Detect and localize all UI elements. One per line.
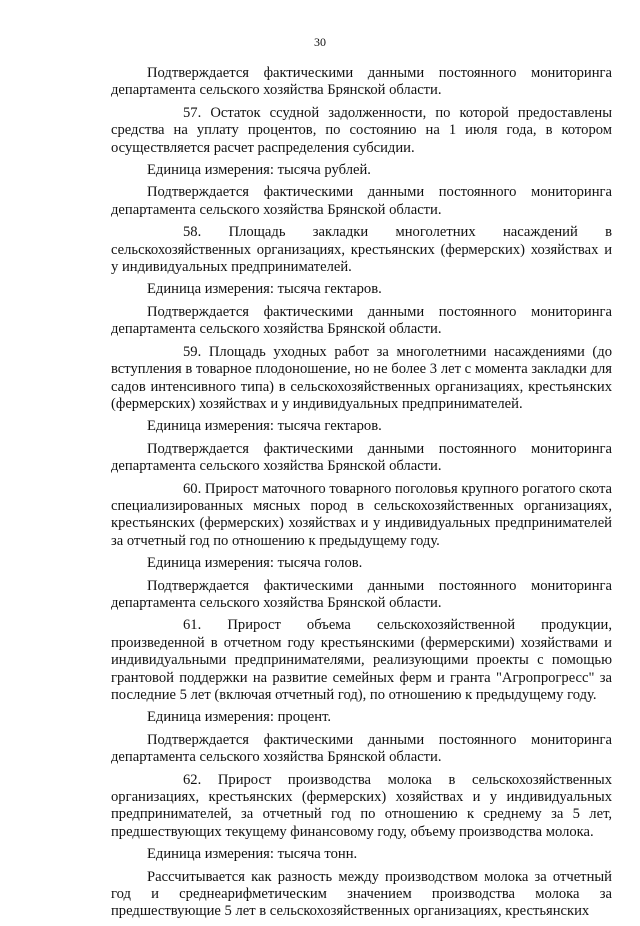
paragraph [111, 846, 612, 863]
paragraph [111, 732, 612, 767]
paragraph-text: Площадь уходных работ за многолетними насаждениями (до вступления в товарное плодоношение, но не более 3 лет с момента закладки для садов интенсивного типа) в сельскохозяйственных организациях, крестьянских (фермерских) хозяйствах и у индивидуальных предпринимателей. [111, 343, 612, 412]
paragraph-text: Подтверждается фактическими данными постоянного мониторинга департамента сельского хозяйства Брянской области. [111, 440, 612, 475]
paragraph-text: Остаток ссудной задолженности, по которой предоставлены средства на уплату процентов, по состоянию на 1 июля года, в котором осуществляется расчет распределения субсидии. [111, 104, 612, 156]
paragraph [111, 578, 612, 613]
page-number: 30 [314, 35, 326, 49]
paragraph-text: Единица измерения: тысяча рублей. [147, 162, 371, 179]
paragraph [111, 441, 612, 476]
paragraph-text: Рассчитывается как разность между производством молока за отчетный год и среднеарифметическим значением производства молока за предшествующие 5 лет в сельскохозяйственных организациях, крестьянских [111, 868, 612, 920]
paragraph-text: Подтверждается фактическими данными постоянного мониторинга департамента сельского хозяйства Брянской области. [111, 303, 612, 338]
numbered-paragraph [111, 105, 612, 157]
paragraph [111, 65, 612, 100]
numbered-paragraph [111, 617, 612, 704]
paragraph-text: Единица измерения: тысяча гектаров. [147, 281, 382, 298]
paragraph-text: Единица измерения: процент. [147, 709, 332, 726]
paragraph [111, 304, 612, 339]
paragraph-number: 61. [183, 617, 202, 634]
numbered-paragraph [111, 481, 612, 551]
paragraph [111, 418, 612, 435]
paragraph-text: Прирост маточного товарного поголовья крупного рогатого скота специализированных мясных пород в сельскохозяйственных организациях, крестьянских (фермерских) хозяйствах и у индивидуальных предпринимателей за отчетный год по отношению к предыдущему году. [111, 480, 612, 549]
paragraph [111, 869, 612, 921]
paragraph-text: Прирост объема сельскохозяйственной продукции, произведенной в отчетном году крестьянскими (фермерскими) хозяйствами и индивидуальными предпринимателями, реализующими проекты с помощью грантовой поддержки на развитие семейных ферм и гранта "Агропрогресс" за последние 5 лет (включая отчетный год), по отношению к предыдущему году. [111, 617, 612, 703]
numbered-paragraph [111, 224, 612, 276]
paragraph [111, 709, 612, 726]
paragraph-number: 62. [183, 771, 202, 788]
paragraph-text: Площадь закладки многолетних насаждений в сельскохозяйственных организациях, крестьянских (фермерских) хозяйствах и у индивидуальных предпринимателей. [111, 224, 612, 276]
paragraph [111, 184, 612, 219]
paragraph-text: Подтверждается фактическими данными постоянного мониторинга департамента сельского хозяйства Брянской области. [111, 65, 612, 99]
paragraph-text: Подтверждается фактическими данными постоянного мониторинга департамента сельского хозяйства Брянской области. [111, 184, 612, 218]
numbered-paragraph [111, 772, 612, 842]
paragraph-text: Единица измерения: тысяча гектаров. [147, 418, 382, 435]
document-body [111, 65, 612, 926]
paragraph-number: 57. [183, 104, 202, 121]
paragraph-text: Прирост производства молока в сельскохозяйственных организациях, крестьянских (фермерских) хозяйствах и у индивидуальных предпринимателей, за отчетный год по отношению к среднему за 5 лет, предшествующих текущему финансовому году, объему производства молока. [111, 771, 612, 840]
paragraph [111, 162, 612, 179]
paragraph-text: Подтверждается фактическими данными постоянного мониторинга департамента сельского хозяйства Брянской области. [111, 731, 612, 766]
paragraph-number: 59. [183, 343, 202, 360]
paragraph [111, 555, 612, 572]
paragraph-number: 60. [183, 480, 202, 497]
paragraph-text: Единица измерения: тысяча голов. [147, 555, 363, 572]
numbered-paragraph [111, 344, 612, 414]
paragraph-text: Подтверждается фактическими данными постоянного мониторинга департамента сельского хозяйства Брянской области. [111, 577, 612, 611]
paragraph-number: 58. [183, 224, 202, 241]
paragraph [111, 281, 612, 298]
paragraph-text: Единица измерения: тысяча тонн. [147, 846, 358, 863]
